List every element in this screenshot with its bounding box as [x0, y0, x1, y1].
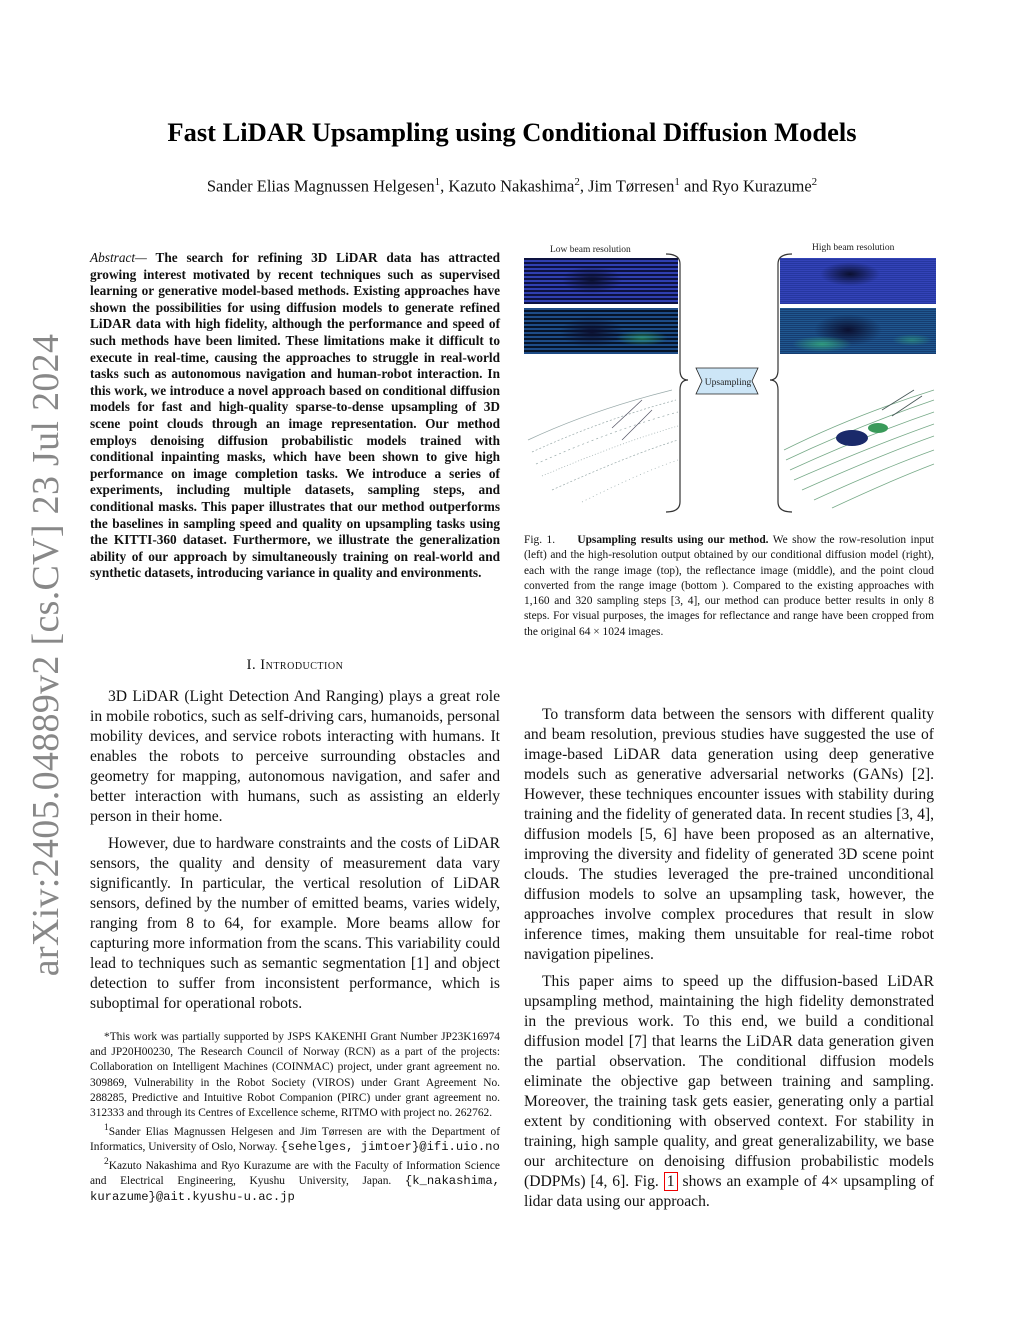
- upsampling-label: Upsampling: [704, 378, 752, 388]
- high-res-range-image: [780, 258, 936, 304]
- paragraph: [524, 972, 934, 1212]
- paragraph: 3D LiDAR (Light Detection And Ranging) plays a great role in mobile robotics, such as self-driving cars, humanoids, personal mobility devices, and service robots interacting with humans. It enables the robots to perceive surrounding obstacles and geometry for mapping, autonomous navigation, and safer and better interaction with humans, such as assisting an elderly person in their home.: [90, 688, 500, 825]
- email: {sehelges, jimtoer}@ifi.uio.no: [280, 1140, 500, 1155]
- author-name: Kazuto Nakashima: [448, 176, 575, 196]
- caption-title: Upsampling results using our method.: [577, 534, 769, 546]
- funding-footnote: *This work was partially supported by JSPS KAKENHI Grant Number JP23K16974 and JP20H00230, The Research Council of Norway (RCN) as a part of the projects: Collaboration on Intelligent Machines (COINMAC) project, under grant agreement no. 309869, Vulnerability in the Robot Society (VIROS) under Grant Agreement No. 288285, Predictive and Intuitive Robot Companion (PIRC) under grant agreement no. 312333 and through its Centres of Excellence scheme, RITMO with project no. 262762.: [90, 1031, 500, 1120]
- affiliation-mark: 2: [574, 176, 580, 188]
- footnote-text: Sander Elias Magnussen Helgesen and Jim Tørresen are with the Department of Informatics, University of Oslo, Norway.: [90, 1126, 500, 1154]
- right-column-body: [524, 705, 934, 1212]
- high-res-reflectance-image: [780, 308, 936, 354]
- section-number: I.: [246, 657, 257, 673]
- author-name: Jim Tørresen: [588, 176, 675, 196]
- footnote-mark: 1: [104, 1123, 109, 1134]
- affiliation-mark: 1: [434, 176, 441, 188]
- low-res-point-cloud: [528, 390, 678, 502]
- section-title: Introduction: [260, 657, 344, 673]
- email: {k_nakashima, kurazume}@ait.kyushu-u.ac.jp: [90, 1174, 500, 1204]
- footnote-mark: 2: [104, 1157, 109, 1168]
- author-list: Sander Elias Magnussen Helgesen$^1$, Kazuto Nakashima$^2$, Jim Tørresen$^1$ and Ryo Kurazume$^2$: [206, 176, 818, 196]
- section-heading: [90, 657, 500, 674]
- affiliation-footnote-1: [90, 1121, 500, 1155]
- affiliation-footnote-2: [90, 1155, 500, 1204]
- author-name: Sander Elias Magnussen Helgesen: [206, 176, 435, 196]
- arxiv-identifier: arXiv:2405.04889v2 [cs.CV] 23 Jul 2024: [25, 333, 67, 977]
- figure-1: [522, 240, 938, 520]
- high-res-point-cloud: [784, 390, 934, 508]
- low-res-range-image: [524, 258, 678, 304]
- footnotes: [90, 1030, 500, 1205]
- affiliation-mark: 1: [674, 176, 680, 188]
- arxiv-sidebar: [0, 0, 96, 1325]
- author-name: Ryo Kurazume: [711, 176, 812, 196]
- affiliation-mark: 2: [811, 176, 818, 188]
- figure-reference-link[interactable]: 1: [664, 1172, 678, 1191]
- figure-graphic: [522, 240, 938, 520]
- label-high-beam: High beam resolution: [812, 243, 895, 253]
- caption-label: Fig. 1.: [524, 534, 556, 546]
- upsampling-block: [696, 368, 758, 394]
- label-low-beam: Low beam resolution: [550, 245, 631, 255]
- paragraph-text: shows an example of 4× upsampling of lidar data using our approach.: [524, 1173, 935, 1210]
- caption-text: We show the row-resolution input (left) and the high-resolution output obtained by our conditional diffusion model (right), each with the range image (top), the reflectance image (middle), and the point cloud converted from the range image (bottom ). Compared to the existing approaches with 1,160 and 320 sampling steps [3, 4], our method can produce better results in only 8 steps. For visual purposes, the images for reflectance and range have been cropped from the original 64 × 1024 images.: [524, 534, 934, 638]
- paragraph: To transform data between the sensors with different quality and beam resolution, previous studies have suggested the use of image-based LiDAR data generation using deep generative models such as generative adversarial networks (GANs) [2]. However, these techniques encounter issues with stability during training and the fidelity of generated data. In recent studies [3, 4], diffusion models [5, 6] have been proposed as an alternative, improving the diversity and fidelity of generated 3D scene point clouds. The studies leveraged the pre-trained unconditional diffusion models to solve an upsampling task, however, the approaches involve complex procedures that result in slow inference times, making them unsuitable for real-time robot navigation pipelines.: [524, 706, 934, 963]
- low-res-reflectance-image: [524, 308, 678, 354]
- paragraph: However, due to hardware constraints and the costs of LiDAR sensors, the quality and density of measurement data vary significantly. In particular, the vertical resolution of LiDAR sensors, defined by the number of emitted beams, varies widely, ranging from 8 to 64, for example. More beams allow for capturing more information from the scans. This variability could lead to techniques such as semantic segmentation [1] and object detection to suffer from inconsistent performance, which is suboptimal for operational robots.: [90, 835, 500, 1012]
- paragraph-text: This paper aims to speed up the diffusion-based LiDAR upsampling method, maintaining the high fidelity demonstrated in the previous work. To this end, we build a conditional diffusion model [7] that learns the LiDAR data generation given the partial observation. The conditional diffusion models eliminate the objective gap between training and sampling. Moreover, the training task gets easier, generating only a partial extent by conditioning with observed context. For stability in training, high sample quality, and great generalizability, we base our architecture on denoising diffusion probabilistic models (DDPMs) [4, 6]. Fig.: [524, 973, 934, 1190]
- footnote-text: Kazuto Nakashima and Ryo Kurazume are with the Faculty of Information Science and Electrical Engineering, Kyushu University, Japan.: [90, 1160, 500, 1188]
- abstract-text: The search for refining 3D LiDAR data has attracted growing interest motivated by recent techniques such as supervised learning or generative model-based methods. Existing approaches have shown the possibilities for using diffusion models to generate refined LiDAR data with high fidelity, although the performance and speed of such methods have been limited. These limitations make it difficult to execute in real-time, causing the approaches to struggle in real-world tasks such as autonomous navigation and human-robot interaction. In this work, we introduce a novel approach based on conditional diffusion models for fast and high-quality sparse-to-dense upsampling of 3D scene point clouds through an image representation. Our method employs denoising diffusion probabilistic models trained with conditional inpainting masks, which have been shown to give high performance on image completion tasks. We introduce a series of experiments, including multiple datasets, sampling steps, and conditional masks. This paper illustrates that our method outperforms the baselines in sampling speed and quality on upsampling tasks using the KITTI-360 dataset. Furthermore, we illustrate the generalization ability of our approach by simultaneously training on real-world and synthetic datasets, introducing variance in quality and environments.: [90, 250, 500, 581]
- paper-title: Fast LiDAR Upsampling using Conditional Diffusion Models: [167, 117, 857, 147]
- figure-caption: [524, 533, 934, 640]
- abstract-lead: Abstract—: [90, 250, 147, 265]
- introduction-body: [90, 687, 500, 1014]
- abstract: [90, 250, 500, 582]
